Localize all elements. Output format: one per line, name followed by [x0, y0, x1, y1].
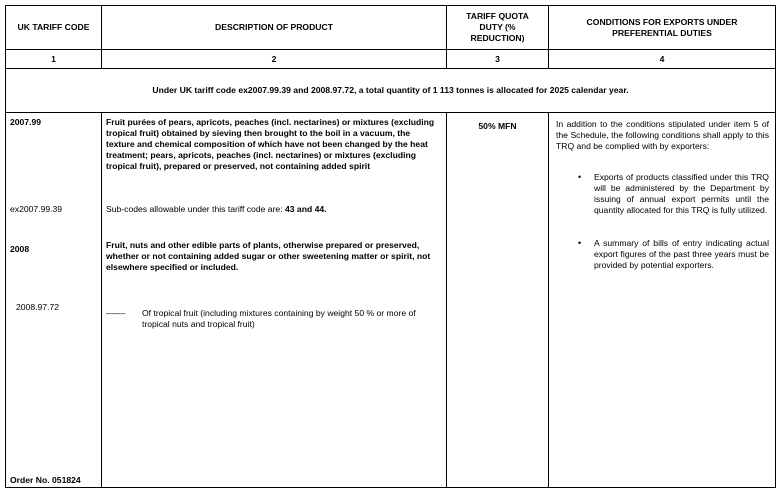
subcodes-values: 43 and 44.	[284, 204, 327, 214]
allocation-note-row	[6, 69, 776, 113]
description-2007-99: Fruit purées of pears, apricots, peaches (incl. nectarines) or mixtures (excluding tropical fruit) obtained by sieving then brought to the boil in a vacuum, the texture and chemical composition of which have not been changed by the heat treatment; pears, apricots, peaches (incl. nectarines) or mixtures (excluding tropical fruit), prepared or preserved, not containing added spirit	[106, 117, 435, 171]
conditions-cell	[549, 113, 776, 488]
conditions-list	[556, 172, 769, 271]
bullet-icon: •	[578, 172, 582, 182]
condition-item	[556, 238, 769, 271]
description-2008-97-72: Of tropical fruit (including mixtures containing by weight 50 % or more of tropical nuts and tropical fruit)	[142, 308, 416, 329]
duty-value: 50% MFN	[478, 121, 517, 131]
tariff-code-2008-97-72: 2008.97.72	[16, 302, 60, 312]
duty-cell	[447, 113, 549, 488]
tariff-entry-row	[6, 113, 776, 488]
header-description: DESCRIPTION OF PRODUCT	[102, 6, 447, 50]
order-number: Order No. 051824	[10, 475, 81, 485]
header-conditions: CONDITIONS FOR EXPORTS UNDER PREFERENTIAL DUTIES	[549, 6, 776, 50]
header-tariff-quota-duty: TARIFF QUOTA DUTY (% REDUCTION)	[447, 6, 549, 50]
condition-item	[556, 172, 769, 216]
description-ex2007-99-39	[106, 204, 436, 215]
description-2008: Fruit, nuts and other edible parts of plants, otherwise prepared or preserved, whether or not containing added sugar or other sweetening matter or spirit, not elsewhere specified or included.	[106, 240, 431, 272]
column-number-row	[6, 50, 776, 69]
conditions-intro: In addition to the conditions stipulated under item 5 of the Schedule, the following conditions shall apply to this TRQ and be complied with by exporters:	[556, 119, 769, 151]
tariff-code-cell	[6, 113, 102, 488]
column-number: 4	[549, 50, 776, 69]
condition-text: Exports of products classified under this TRQ will be administered by the Department by issuing of annual export permits until the quantity allocated for this TRQ is fully utilized.	[594, 172, 769, 215]
column-number: 1	[6, 50, 102, 69]
header-uk-tariff-code: UK TARIFF CODE	[6, 6, 102, 50]
tariff-code-2008: 2008	[10, 244, 30, 254]
allocation-note: Under UK tariff code ex2007.99.39 and 2008.97.72, a total quantity of 1 113 tonnes is allocated for 2025 calendar year.	[6, 69, 776, 113]
description-cell	[102, 113, 447, 488]
condition-text: A summary of bills of entry indicating actual export figures of the past three years must be provided by potential exporters.	[594, 238, 769, 270]
subcodes-prefix: Sub-codes allowable under this tariff code are:	[106, 204, 285, 214]
dash-marker: ––––	[106, 308, 126, 318]
column-number: 2	[102, 50, 447, 69]
tariff-table	[5, 5, 776, 488]
tariff-code-ex2007-99-39: ex2007.99.39	[10, 204, 63, 214]
column-number: 3	[447, 50, 549, 69]
tariff-code-2007-99: 2007.99	[10, 117, 42, 127]
header-row	[6, 6, 776, 50]
bullet-icon: •	[578, 238, 582, 248]
